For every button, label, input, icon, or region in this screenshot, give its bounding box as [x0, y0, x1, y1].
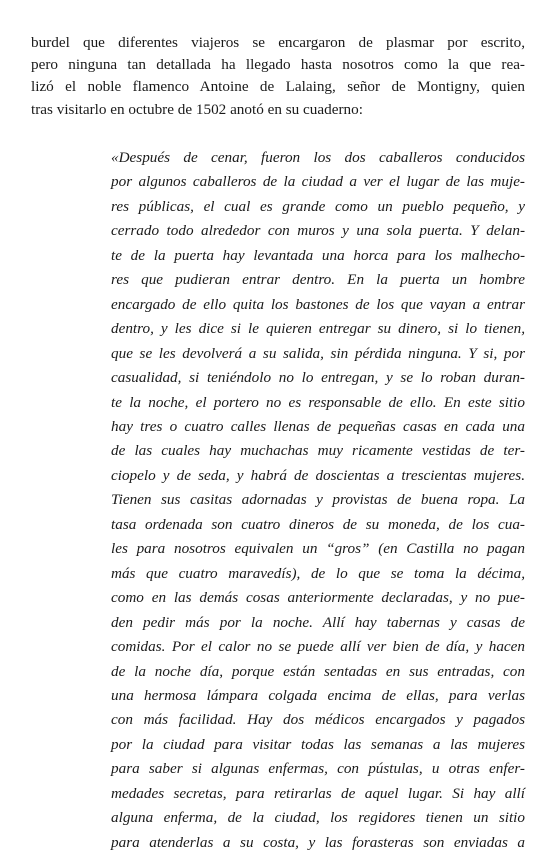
intro-line: lizó el noble flamenco Antoine de Lalaing, señor de Montigny, quien: [31, 78, 525, 96]
quote-line: para saber si algunas enfermas, con pústulas, u otras enfer-: [111, 760, 525, 778]
quote-line: tasa ordenada son cuatro dineros de su moneda, de los cua-: [111, 515, 525, 533]
intro-line: tras visitarlo en octubre de 1502 anotó en su cuaderno:: [31, 100, 363, 118]
quote-line: alguna enferma, de la ciudad, los regidores tienen un sitio: [111, 809, 525, 827]
quote-line: comidas. Por el calor no se puede allí ver bien de día, y hacen: [111, 638, 525, 656]
quote-line: medades secretas, para retirarlas de aquel lugar. Si hay allí: [111, 784, 525, 802]
quote-line: te de la puerta hay levantada una horca para los malhecho-: [111, 246, 525, 264]
quote-line: te la noche, el portero no es responsable de ello. En este sitio: [111, 393, 525, 411]
quote-line: por algunos caballeros de la ciudad a ver el lugar de las muje-: [111, 173, 525, 191]
quote-line: más que cuatro maravedís), de lo que se toma la décima,: [111, 564, 525, 582]
quote-line: den pedir más por la noche. Allí hay tabernas y casas de: [111, 613, 525, 631]
quote-line: hay tres o cuatro calles llenas de pequeñas casas en cada una: [111, 417, 525, 435]
quote-line: de las cuales hay muchachas muy ricamente vestidas de ter-: [111, 442, 525, 460]
quote-line: casualidad, si teniéndolo no lo entregan, y se lo roban duran-: [111, 369, 525, 387]
quote-line: ciopelo y de seda, y habrá de doscientas a trescientas mujeres.: [111, 466, 525, 484]
quote-line: que se les devolverá a su salida, sin pérdida ninguna. Y si, por: [111, 344, 525, 362]
quote-line: con más facilidad. Hay dos médicos encargados y pagados: [111, 711, 525, 729]
quote-line: «Después de cenar, fueron los dos caballeros conducidos: [111, 149, 525, 166]
quote-line: dentro, y les dice si le quieren entregar su dinero, si lo tienen,: [111, 320, 525, 338]
quote-line: una hermosa lámpara colgada encima de ellas, para verlas: [111, 686, 525, 704]
quote-line: por la ciudad para visitar todas las semanas a las mujeres: [111, 735, 525, 753]
intro-paragraph: [31, 32, 525, 121]
intro-line: pero ninguna tan detallada ha llegado hasta nosotros como la que rea-: [31, 56, 525, 74]
quote-line: res que pudieran entrar dentro. En la puerta un hombre: [111, 271, 525, 289]
quote-line: res públicas, el cual es grande como un pueblo pequeño, y: [111, 197, 525, 215]
quote-line: como en las demás cosas anteriormente declaradas, y no pue-: [111, 589, 525, 607]
quote-line: Tienen sus casitas adornadas y provistas de buena ropa. La: [111, 491, 525, 509]
intro-line: burdel que diferentes viajeros se encargaron de plasmar por escrito,: [31, 34, 525, 51]
quote-line: de la noche día, porque están sentadas en sus entradas, con: [111, 662, 525, 680]
quote-line: les para nosotros equivalen un “gros” (en Castilla no pagan: [111, 540, 525, 558]
quote-line: cerrado todo alrededor con muros y una sola puerta. Y delan-: [111, 222, 525, 240]
quote-line: encargado de ello quita los bastones de los que vayan a entrar: [111, 295, 525, 313]
block-quote: [111, 146, 525, 855]
quote-line: para atenderlas a su costa, y las forasteras son enviadas a: [111, 833, 525, 851]
